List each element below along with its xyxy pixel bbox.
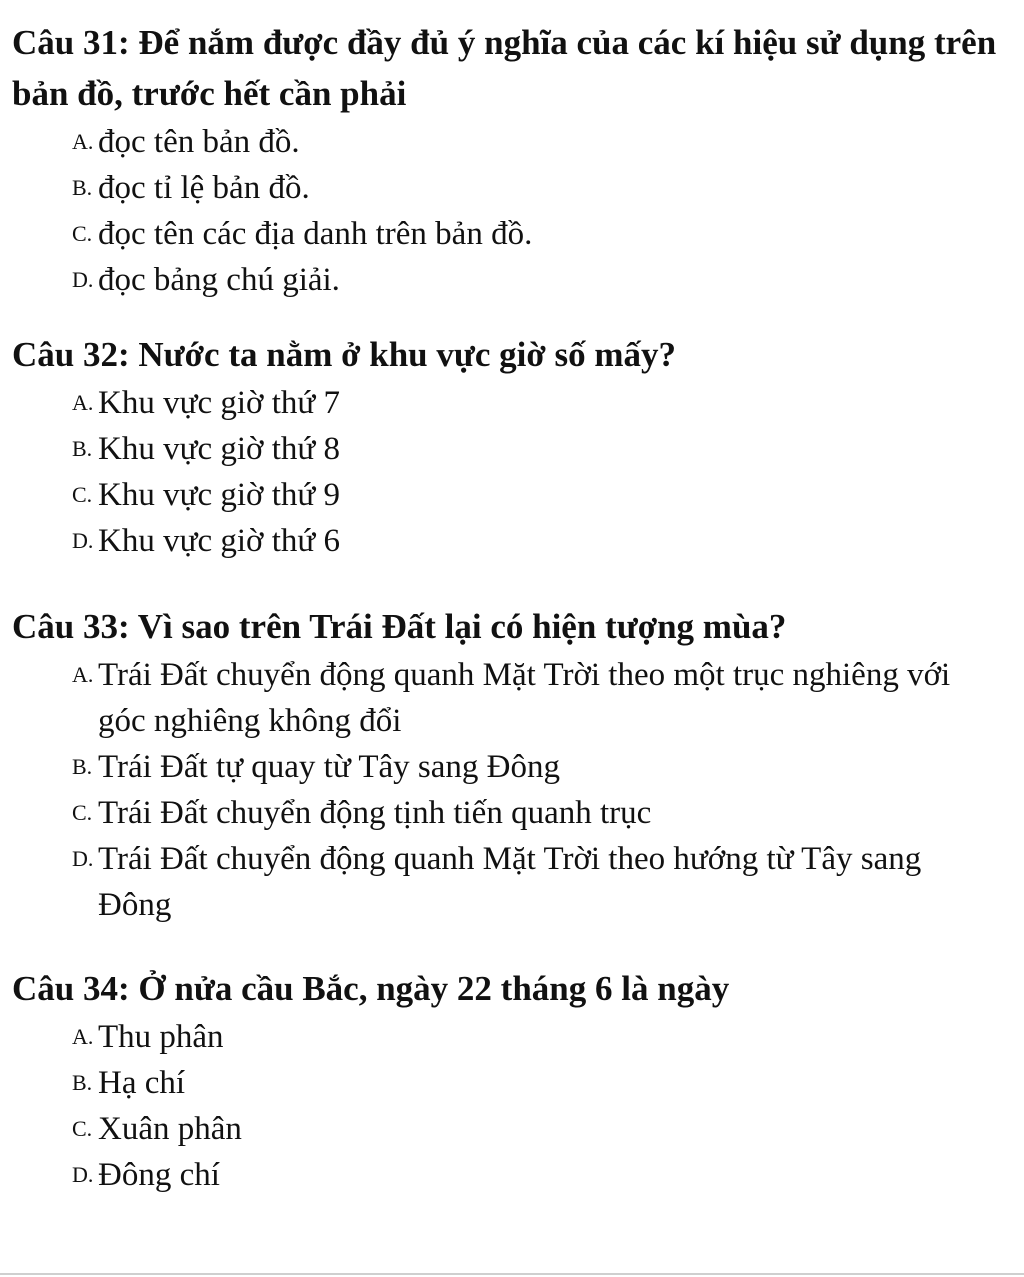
option-text: Trái Đất chuyển động quanh Mặt Trời theo một trục nghiêng với góc nghiêng không đổi: [98, 657, 951, 739]
option-letter: D.: [72, 1162, 94, 1187]
option-letter: B.: [72, 175, 93, 200]
option-d: [72, 836, 1002, 928]
option-a: [72, 652, 1002, 744]
option-b: [72, 744, 1002, 790]
option-letter: B.: [72, 754, 93, 779]
option-letter: B.: [72, 436, 93, 461]
option-d: [72, 1152, 1002, 1198]
question-title: Câu 31: Để nắm được đầy đủ ý nghĩa của các kí hiệu sử dụng trên bản đồ, trước hết cần phải: [12, 23, 997, 113]
option-letter: C.: [72, 221, 93, 246]
option-text: Khu vực giờ thứ 9: [98, 477, 341, 513]
question-33: [12, 601, 1002, 928]
option-text: Khu vực giờ thứ 6: [98, 523, 341, 559]
option-letter: C.: [72, 1116, 93, 1141]
option-text: Xuân phân: [98, 1111, 242, 1147]
question-title: Câu 33: Vì sao trên Trái Đất lại có hiện tượng mùa?: [12, 607, 787, 646]
bottom-divider: [0, 1273, 1024, 1275]
option-a: [72, 119, 1002, 165]
option-letter: A.: [72, 390, 94, 415]
option-letter: D.: [72, 267, 94, 292]
option-text: Thu phân: [98, 1019, 224, 1055]
option-letter: C.: [72, 800, 93, 825]
option-text: đọc tên bản đồ.: [98, 124, 300, 160]
option-c: [72, 790, 1002, 836]
answer-options: [12, 119, 1002, 303]
question-32: [12, 329, 1002, 564]
option-text: đọc tên các địa danh trên bản đồ.: [98, 216, 533, 252]
option-c: [72, 1106, 1002, 1152]
option-text: đọc tỉ lệ bản đồ.: [98, 170, 310, 206]
option-a: [72, 1014, 1002, 1060]
option-letter: D.: [72, 846, 94, 871]
option-letter: D.: [72, 528, 94, 553]
question-title: Câu 32: Nước ta nằm ở khu vực giờ số mấy?: [12, 335, 677, 374]
option-text: Đông chí: [98, 1157, 220, 1193]
option-text: Trái Đất chuyển động quanh Mặt Trời theo hướng từ Tây sang Đông: [98, 841, 922, 923]
option-c: [72, 211, 1002, 257]
option-text: đọc bảng chú giải.: [98, 262, 340, 298]
option-text: Khu vực giờ thứ 7: [98, 385, 341, 421]
option-letter: B.: [72, 1070, 93, 1095]
answer-options: [12, 380, 1002, 564]
option-d: [72, 257, 1002, 303]
answer-options: [12, 1014, 1002, 1198]
option-letter: C.: [72, 482, 93, 507]
option-letter: A.: [72, 129, 94, 154]
option-text: Hạ chí: [98, 1065, 186, 1101]
option-b: [72, 426, 1002, 472]
option-letter: A.: [72, 1024, 94, 1049]
answer-options: [12, 652, 1002, 928]
option-b: [72, 165, 1002, 211]
option-b: [72, 1060, 1002, 1106]
option-text: Khu vực giờ thứ 8: [98, 431, 341, 467]
option-text: Trái Đất tự quay từ Tây sang Đông: [98, 749, 560, 785]
question-title: Câu 34: Ở nửa cầu Bắc, ngày 22 tháng 6 là ngày: [12, 969, 730, 1008]
question-31: [12, 17, 1002, 303]
option-a: [72, 380, 1002, 426]
option-c: [72, 472, 1002, 518]
option-d: [72, 518, 1002, 564]
question-34: [12, 963, 1002, 1198]
option-letter: A.: [72, 662, 94, 687]
option-text: Trái Đất chuyển động tịnh tiến quanh trục: [98, 795, 652, 831]
